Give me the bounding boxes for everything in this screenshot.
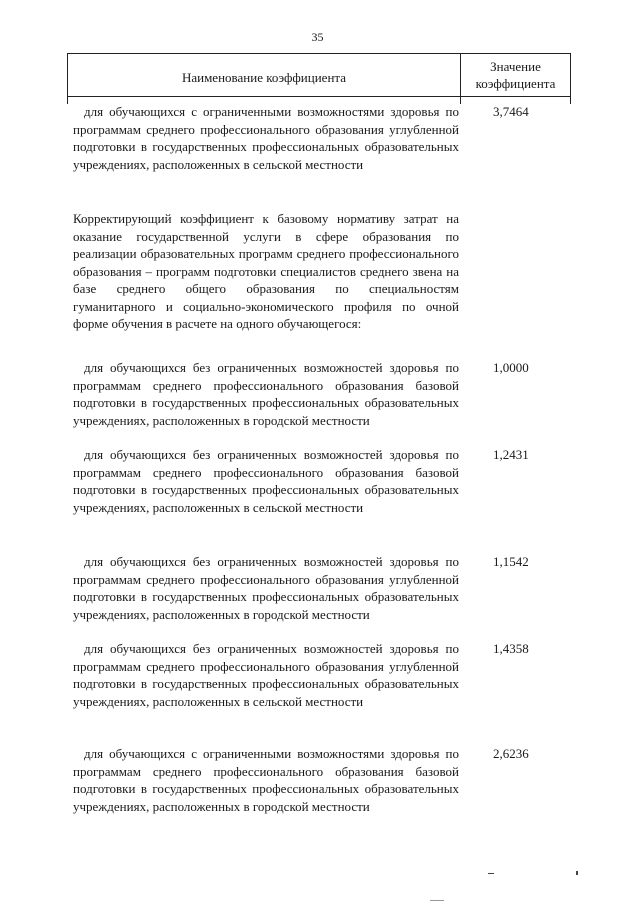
scan-speck xyxy=(488,873,494,874)
column-header-value-line2: коэффициента xyxy=(475,76,556,91)
table-header xyxy=(67,53,571,97)
coefficient-description: для обучающихся с ограниченными возможностями здоровья по программам среднего профессионального образования углубленной подготовки в государственных профессиональных образовательных учреждениях, расположенных в сельской местности xyxy=(73,104,459,172)
coefficient-value: 3,7464 xyxy=(493,104,529,119)
scan-speck xyxy=(430,900,444,901)
column-header-name: Наименование коэффициента xyxy=(68,54,461,96)
column-header-value xyxy=(461,54,570,96)
table-right-border xyxy=(570,96,571,104)
coefficient-value: 1,0000 xyxy=(493,360,529,375)
section-heading: Корректирующий коэффициент к базовому нормативу затрат на оказание государственной услуги в сфере образования по реализации образовательных программ среднего профессионального образования – программ подготовки специалистов среднего звена на базе среднего общего образования по специальностям гуманитарного и социально-экономического профиля по очной форме обучения в расчете на одного обучающегося: xyxy=(73,211,459,331)
coefficient-value: 2,6236 xyxy=(493,746,529,761)
coefficient-value: 1,1542 xyxy=(493,554,529,569)
coefficient-description: для обучающихся без ограниченных возможностей здоровья по программам среднего профессионального образования базовой подготовки в государственных профессиональных образовательных учреждениях, расположенных в сельской местности xyxy=(73,447,459,515)
coefficient-description: для обучающихся без ограниченных возможностей здоровья по программам среднего профессионального образования углубленной подготовки в государственных профессиональных образовательных учреждениях, расположенных в сельской местности xyxy=(73,641,459,709)
coefficient-description: для обучающихся без ограниченных возможностей здоровья по программам среднего профессионального образования углубленной подготовки в государственных профессиональных образовательных учреждениях, расположенных в городской местности xyxy=(73,554,459,622)
scan-speck xyxy=(576,871,578,875)
coefficient-value: 1,2431 xyxy=(493,447,529,462)
table-left-border xyxy=(67,96,68,104)
column-header-value-line1: Значение xyxy=(490,59,541,74)
table-column-divider xyxy=(460,96,461,104)
coefficient-description: для обучающихся без ограниченных возможностей здоровья по программам среднего профессионального образования базовой подготовки в государственных профессиональных образовательных учреждениях, расположенных в городской местности xyxy=(73,360,459,428)
coefficient-description: для обучающихся с ограниченными возможностями здоровья по программам среднего профессионального образования базовой подготовки в государственных профессиональных образовательных учреждениях, расположенных в городской местности xyxy=(73,746,459,814)
page-number: 35 xyxy=(311,30,324,44)
coefficient-value: 1,4358 xyxy=(493,641,529,656)
